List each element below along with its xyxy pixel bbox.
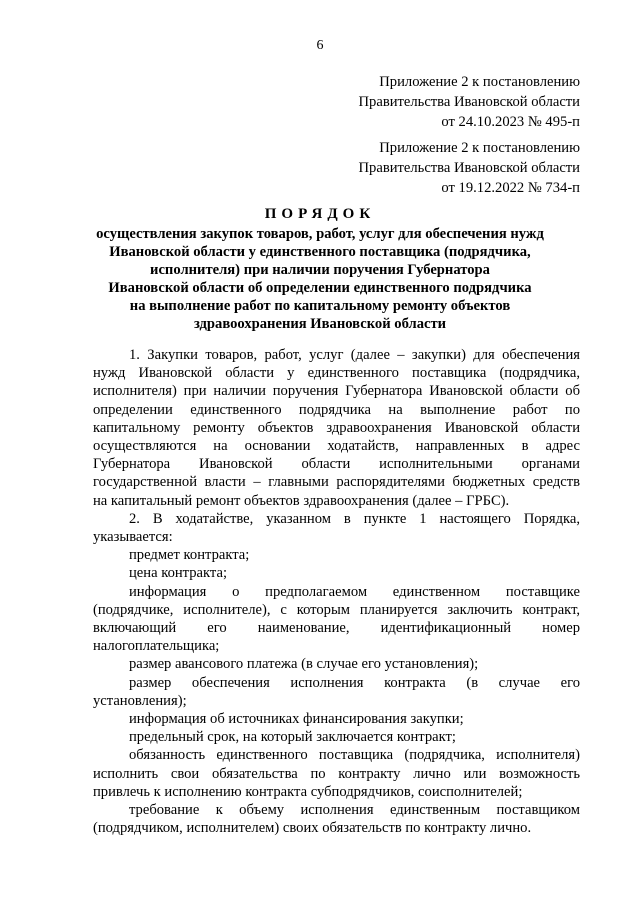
appendix-line: Правительства Ивановской области xyxy=(358,160,580,176)
text-line: капитальному ремонту объектов здравоохранения Ивановской области xyxy=(93,419,580,436)
appendix-line: Правительства Ивановской области xyxy=(358,94,580,110)
text-line: обязанность единственного поставщика (подрядчика, исполнителя) xyxy=(129,747,580,764)
text-line: размер обеспечения исполнения контракта (в случае его xyxy=(129,674,580,691)
list-item: предмет контракта; xyxy=(129,547,250,564)
title-line: осуществления закупок товаров, работ, услуг для обеспечения нужд xyxy=(96,226,544,242)
text-line: (подрядчиком, исполнителем) своих обязательств по контракту лично. xyxy=(93,820,532,837)
text-line: указывается: xyxy=(93,529,173,546)
appendix-line: от 24.10.2023 № 495-п xyxy=(441,114,580,130)
text-line: налогоплательщика; xyxy=(93,638,220,655)
text-line: 1. Закупки товаров, работ, услуг (далее – закупки) для обеспечения xyxy=(129,347,580,363)
title-heading: ПОРЯДОК xyxy=(264,206,376,222)
paragraph-2 xyxy=(93,510,580,546)
document-body xyxy=(93,346,580,837)
text-line: исполнить свои обязательства по контракту лично или возможность xyxy=(93,765,580,782)
text-line: осуществляются на основании ходатайств, направленных в адрес xyxy=(93,438,580,455)
title-line: Ивановской области у единственного поставщика (подрядчика, xyxy=(109,244,531,260)
list-item xyxy=(93,801,580,837)
list-item: предельный срок, на который заключается контракт; xyxy=(129,729,456,746)
title-line: Ивановской области об определении единственного подрядчика xyxy=(108,280,532,296)
list-item: размер авансового платежа (в случае его установления); xyxy=(129,656,479,673)
text-line: исполнителя) при наличии поручения Губернатора Ивановской области об xyxy=(93,383,580,400)
text-line: 2. В ходатайстве, указанном в пункте 1 настоящего Порядка, xyxy=(129,510,580,527)
list-item xyxy=(93,746,580,801)
text-line: определении единственного подрядчика на выполнение работ по xyxy=(93,401,580,418)
appendix-line: от 19.12.2022 № 734-п xyxy=(441,180,580,196)
list-item: информация об источниках финансирования закупки; xyxy=(129,711,464,728)
text-line: установления); xyxy=(93,692,187,709)
text-line: государственной власти – главными распорядителями бюджетных средств xyxy=(93,474,580,491)
document-title xyxy=(60,204,580,333)
appendix-reference-original xyxy=(359,138,580,198)
paragraph-1 xyxy=(93,346,580,510)
appendix-reference-current xyxy=(359,72,580,132)
list-item xyxy=(93,583,580,656)
appendix-line: Приложение 2 к постановлению xyxy=(379,140,580,156)
text-line: нужд Ивановской области у единственного поставщика (подрядчика, xyxy=(93,365,580,382)
text-line: требование к объему исполнения единственным поставщиком xyxy=(129,802,580,819)
appendix-line: Приложение 2 к постановлению xyxy=(379,74,580,90)
text-line: информация о предполагаемом единственном поставщике xyxy=(129,583,580,600)
text-line: (подрядчике, исполнителе), с которым планируется заключить контракт, xyxy=(93,601,580,618)
title-line: исполнителя) при наличии поручения Губернатора xyxy=(150,262,490,278)
title-line: на выполнение работ по капитальному ремонту объектов xyxy=(129,298,511,314)
text-line: на капитальный ремонт объектов здравоохранения (далее – ГРБС). xyxy=(93,492,510,509)
text-line: привлечь к исполнению контракта субподрядчиков, соисполнителей; xyxy=(93,783,523,800)
title-line: здравоохранения Ивановской области xyxy=(193,316,447,332)
page-number: 6 xyxy=(316,38,324,53)
list-item: цена контракта; xyxy=(129,565,227,582)
text-line: включающий его наименование, идентификационный номер xyxy=(93,620,580,637)
text-line: Губернатора Ивановской области исполнительными органами xyxy=(93,456,580,473)
list-item xyxy=(93,674,580,710)
